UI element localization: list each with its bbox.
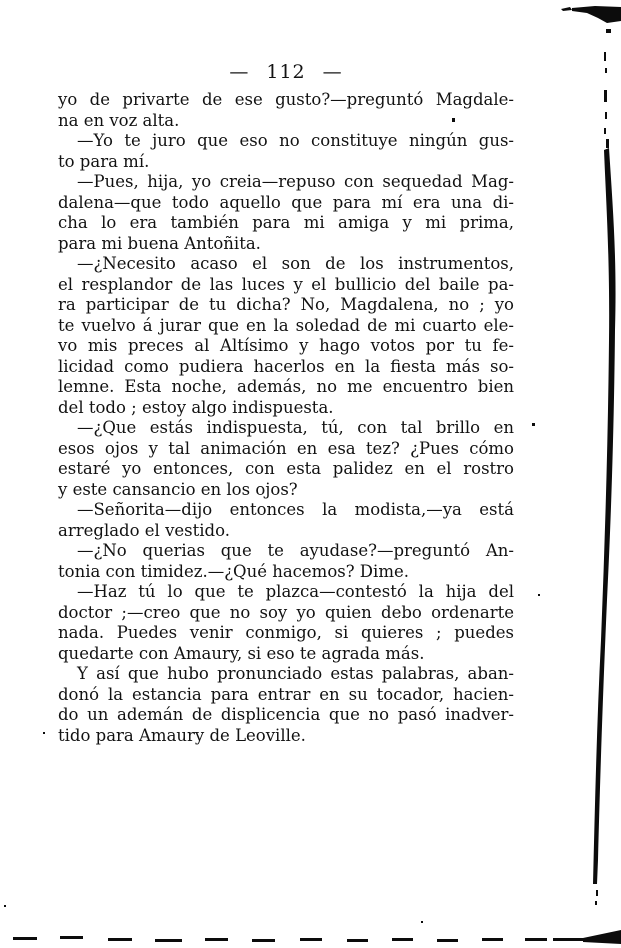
page-edge-dash [595, 901, 597, 905]
text-line: cha lo era también para mi amiga y mi prima, [58, 213, 514, 232]
text-line: to para mí. [58, 151, 150, 171]
text-line: ra participar de tu dicha? No, Magdalena, no ; yo [58, 295, 514, 314]
text-line: del todo ; estoy algo indispuesta. [58, 397, 334, 417]
page-edge-dash [605, 112, 607, 119]
text-line: do un ademán de displicencia que no pasó inadver- [58, 705, 514, 724]
text-line: —¿Que estás indispuesta, tú, con tal brillo en [77, 418, 514, 437]
ink-speck [4, 905, 6, 907]
page-edge-dash [606, 139, 609, 148]
text-line: y este cansancio en los ojos? [58, 479, 298, 499]
text-line: donó la estancia para entrar en su tocador, hacien- [58, 684, 514, 704]
text-line: te vuelvo á jurar que en la soledad de mi cuarto ele- [58, 315, 514, 335]
page-edge-dash [596, 890, 598, 896]
text-line: —Yo te juro que eso no constituye ningún gus- [77, 131, 514, 150]
text-line: —¿Necesito acaso el son de los instrumentos, [77, 254, 514, 273]
text-line: nada. Puedes venir conmigo, si quieres ; puedes [58, 623, 514, 642]
text-line: dalena—que todo aquello que para mí era una di- [58, 192, 514, 212]
text-line: yo de privarte de ese gusto?—preguntó Magdale- [58, 90, 514, 109]
ink-speck [606, 29, 611, 33]
text-line: esos ojos y tal animación en esa tez? ¿Pues cómo [58, 438, 514, 458]
page-edge-line [593, 148, 616, 884]
ink-speck [532, 423, 535, 426]
page-edge-dash [605, 68, 607, 73]
text-line: —Señorita—dijo entonces la modista,—ya está [77, 500, 514, 519]
text-line: —Haz tú lo que te plazca—contestó la hija del [77, 582, 514, 601]
ink-speck [538, 594, 540, 596]
page-edge-dash [604, 128, 606, 134]
page-edge-dash [604, 52, 606, 61]
text-line: na en voz alta. [58, 110, 180, 130]
text-line: tonia con timidez.—¿Qué hacemos? Dime. [58, 561, 409, 581]
text-line: licidad como pudiera hacerlos en la fiesta más so- [58, 356, 514, 376]
text-line: estaré yo entonces, con esta palidez en el rostro [58, 459, 514, 478]
text-line: tido para Amaury de Leoville. [58, 725, 306, 745]
body-text [58, 90, 514, 746]
text-line: Y así que hubo pronunciado estas palabras, aban- [77, 664, 514, 683]
ink-blotch-top-right [572, 6, 621, 23]
text-line: vo mis preces al Altísimo y hago votos por tu fe- [58, 336, 514, 355]
text-line: para mi buena Antoñita. [58, 233, 261, 253]
text-line: lemne. Esta noche, además, no me encuentro bien [58, 377, 514, 396]
text-line: arreglado el vestido. [58, 520, 230, 540]
text-line: doctor ;—creo que no soy yo quien debo ordenarte [58, 602, 514, 622]
text-line: el resplandor de las luces y el bullicio del baile pa- [58, 274, 514, 294]
ink-speck [43, 732, 45, 734]
text-line: —Pues, hija, yo creia—repuso con sequedad Mag- [77, 172, 514, 191]
page-number: — 112 — [229, 61, 343, 83]
page-edge-dash [604, 90, 607, 102]
text-line: —¿No querias que te ayudase?—preguntó An- [77, 541, 514, 560]
text-line: quedarte con Amaury, si eso te agrada más. [58, 643, 425, 663]
ink-speck [421, 921, 423, 923]
bottom-edge-dashes [13, 930, 621, 944]
ink-blotch-top-right [561, 7, 572, 11]
